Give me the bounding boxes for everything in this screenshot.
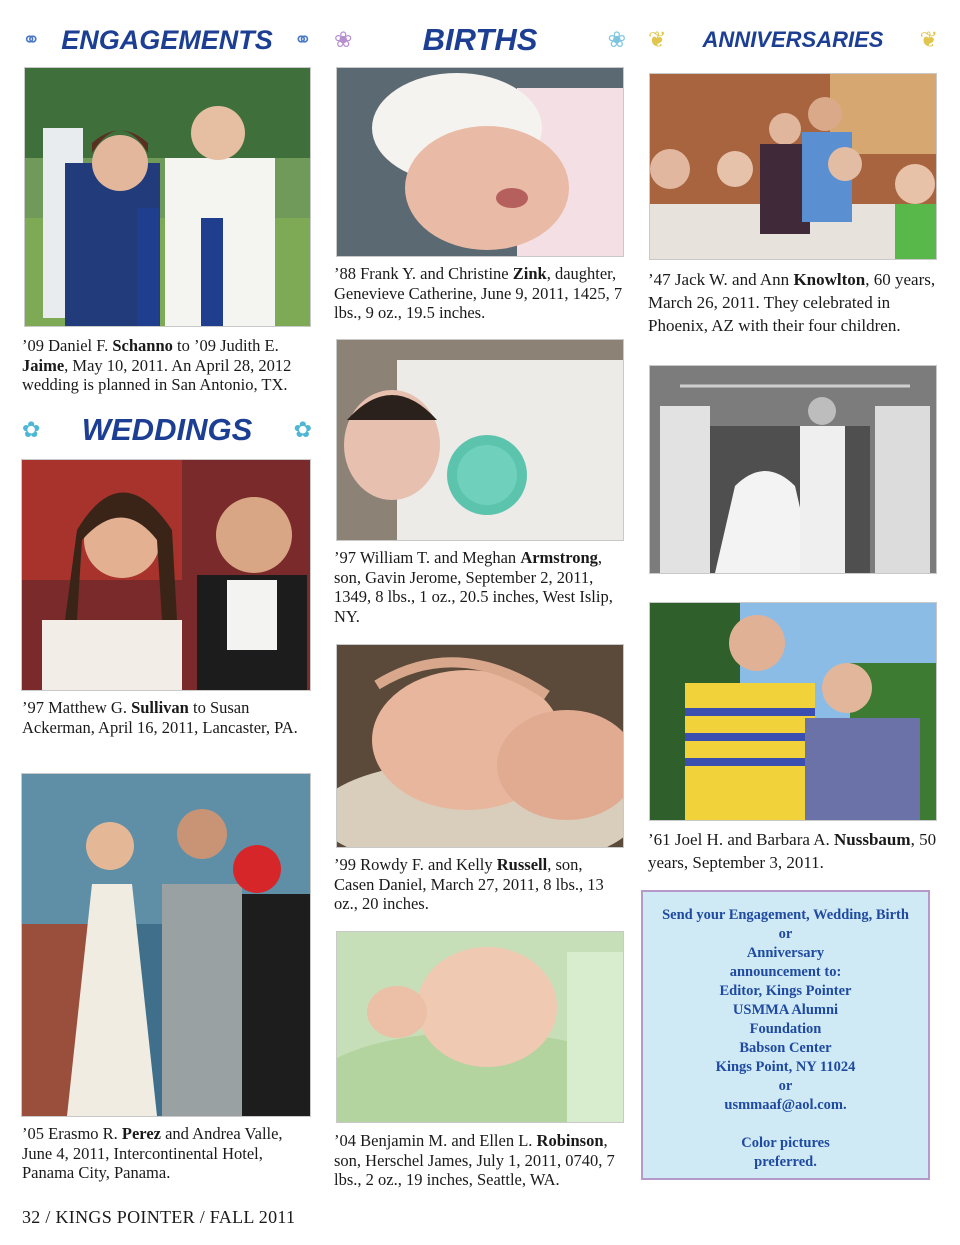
bells-icon: ❦ xyxy=(648,27,667,52)
birth-caption-zink: ’88 Frank Y. and Christine Zink, daughter, Genevieve Catherine, June 9, 2011, 1425, 7 lbs., 9 oz., 19.5 inches. xyxy=(334,264,623,322)
box-line: Anniversary xyxy=(746,945,825,961)
box-line: announcement to: xyxy=(729,964,842,980)
birth-photo-robinson xyxy=(337,932,623,1122)
wedding-photo-perez xyxy=(22,774,310,1116)
anniversary-photo-nussbaum xyxy=(650,603,936,820)
ring-icon: ⚭ xyxy=(293,27,312,52)
box-line: or xyxy=(778,926,793,942)
box-line: preferred. xyxy=(754,1154,817,1170)
weddings-title: WEDDINGS xyxy=(81,412,253,447)
births-heading xyxy=(334,20,626,60)
box-line: or xyxy=(778,1078,793,1094)
wedding-photo-sullivan xyxy=(22,460,310,690)
stork-icon: ❀ xyxy=(607,27,626,52)
ring-icon: ⚭ xyxy=(22,27,41,52)
box-line: Editor, Kings Pointer xyxy=(719,983,852,999)
dove-icon: ✿ xyxy=(22,417,41,442)
box-spacer xyxy=(653,1115,918,1134)
birth-photo-zink xyxy=(337,68,623,256)
anniversaries-title: ANNIVERSARIES xyxy=(702,27,884,52)
wedding-caption-perez: ’05 Erasmo R. Perez and Andrea Valle, June 4, 2011, Intercontinental Hotel, Panama City, Panama. xyxy=(22,1124,283,1182)
birth-caption-russell: ’99 Rowdy F. and Kelly Russell, son, Casen Daniel, March 27, 2011, 8 lbs., 13 oz., 20 inches. xyxy=(334,855,604,913)
engagement-caption-schanno: ’09 Daniel F. Schanno to ’09 Judith E. Jaime, May 10, 2011. An April 28, 2012 wedding is planned in San Antonio, TX. xyxy=(22,336,292,394)
box-line: USMMA Alumni xyxy=(732,1002,839,1018)
submission-info-box xyxy=(641,890,930,1180)
anniversary-caption-knowlton: ’47 Jack W. and Ann Knowlton, 60 years, March 26, 2011. They celebrated in Phoenix, AZ with their four children. xyxy=(648,270,936,335)
engagements-heading xyxy=(22,20,312,60)
birth-photo-armstrong xyxy=(337,340,623,540)
birth-photo-russell xyxy=(337,645,623,847)
engagements-title: ENGAGEMENTS xyxy=(61,24,273,55)
anniversary-caption-nussbaum: ’61 Joel H. and Barbara A. Nussbaum, 50 years, September 3, 2011. xyxy=(648,830,937,872)
stork-icon: ❀ xyxy=(334,27,353,52)
box-line: Babson Center xyxy=(739,1040,832,1056)
births-title: BIRTHS xyxy=(422,22,538,57)
wedding-caption-sullivan: ’97 Matthew G. Sullivan to Susan Ackerman, April 16, 2011, Lancaster, PA. xyxy=(22,698,298,737)
birth-caption-armstrong: ’97 William T. and Meghan Armstrong, son, Gavin Jerome, September 2, 2011, 1349, 8 lbs., 1 oz., 20.5 inches, West Islip, NY. xyxy=(334,548,613,626)
dove-icon: ✿ xyxy=(293,417,312,442)
box-line: Foundation xyxy=(749,1021,822,1037)
bells-icon: ❦ xyxy=(919,27,938,52)
box-line: Kings Point, NY 11024 xyxy=(715,1059,856,1075)
weddings-heading xyxy=(22,410,312,450)
anniversary-photo-knowlton-family xyxy=(650,74,936,259)
email-link[interactable]: usmmaaf@aol.com. xyxy=(724,1097,847,1113)
anniversary-photo-knowlton-wedding xyxy=(650,366,936,573)
engagement-photo xyxy=(25,68,310,326)
anniversaries-heading xyxy=(648,20,938,60)
page-footer: 32 / KINGS POINTER / FALL 2011 xyxy=(22,1207,296,1227)
birth-caption-robinson: ’04 Benjamin M. and Ellen L. Robinson, son, Herschel James, July 1, 2011, 0740, 7 lbs., 2 oz., 19 inches, Seattle, WA. xyxy=(334,1131,615,1189)
box-line: Color pictures xyxy=(741,1135,830,1151)
box-line: Send your Engagement, Wedding, Birth xyxy=(662,907,909,923)
